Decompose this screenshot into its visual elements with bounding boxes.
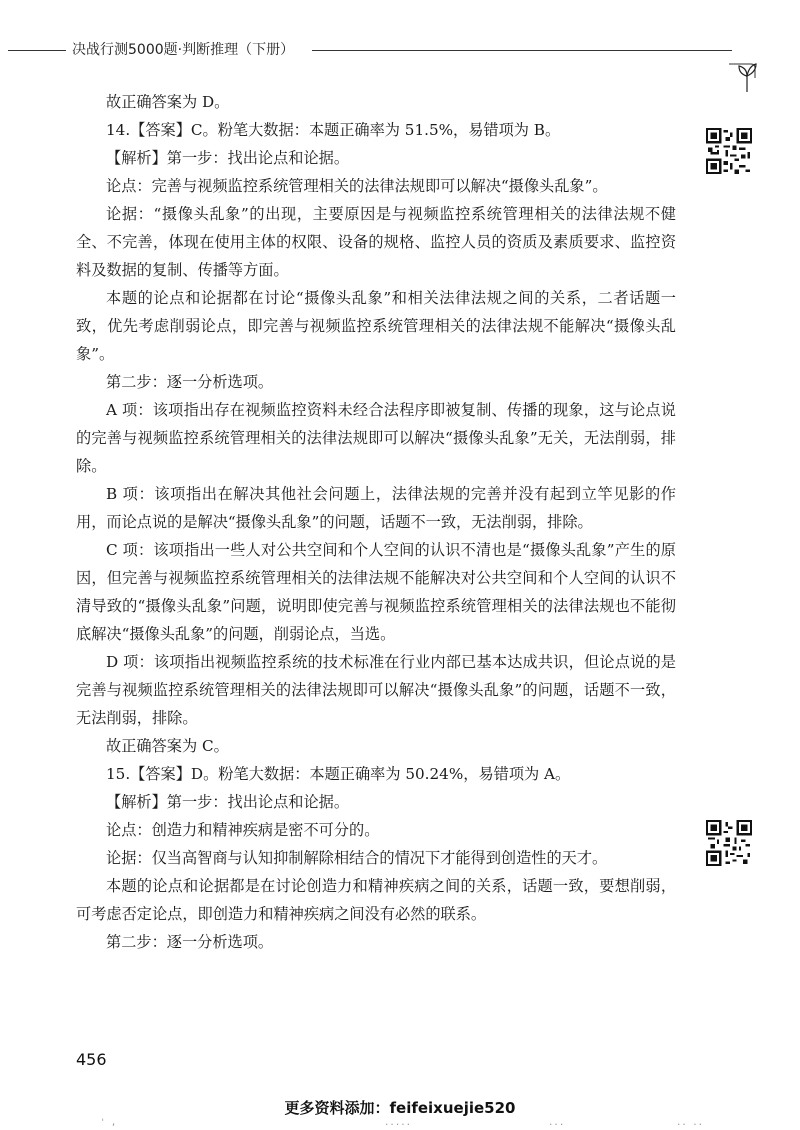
page-number: 456 bbox=[76, 1050, 107, 1069]
scan-artifact: ' , bbox=[100, 1118, 117, 1128]
paragraph: 本题的论点和论据都是在讨论创造力和精神疾病之间的关系，话题一致，要想削弱，可考虑否定论点，即创造力和精神疾病之间没有必然的联系。 bbox=[76, 877, 676, 923]
running-title: 决战行测5000题·判断推理（下册） bbox=[72, 42, 295, 58]
paragraph: 14.【答案】C。粉笔大数据：本题正确率为 51.5%，易错项为 B。 bbox=[106, 121, 561, 139]
paragraph: 第二步：逐一分析选项。 bbox=[106, 933, 274, 951]
paragraph: D 项：该项指出视频监控系统的技术标准在行业内部已基本达成共识，但论点说的是完善与视频监控系统管理相关的法律法规即可以解决“摄像头乱象”的问题，话题不一致，无法削弱，排除。 bbox=[76, 653, 676, 727]
paragraph: A 项：该项指出存在视频监控资料未经合法程序即被复制、传播的现象，这与论点说的完善与视频监控系统管理相关的法律法规即可以解决“摄像头乱象”无关，无法削弱，排除。 bbox=[76, 401, 676, 475]
qr-code-icon[interactable] bbox=[706, 128, 752, 174]
paragraph: 15.【答案】D。粉笔大数据：本题正确率为 50.24%，易错项为 A。 bbox=[106, 765, 571, 783]
paragraph: 论点：完善与视频监控系统管理相关的法律法规即可以解决“摄像头乱象”。 bbox=[106, 177, 608, 195]
paragraph: 故正确答案为 D。 bbox=[106, 93, 230, 111]
header-rule-right bbox=[312, 50, 732, 51]
scan-artifact: ... bbox=[548, 1118, 565, 1128]
sprout-icon bbox=[727, 60, 757, 94]
answer-explanations bbox=[76, 88, 676, 956]
paragraph: 论据：“摄像头乱象”的出现，主要原因是与视频监控系统管理相关的法律法规不健全、不完善，体现在使用主体的权限、设备的规格、监控人员的资质及素质要求、监控资料及数据的复制、传播等方面。 bbox=[76, 205, 676, 279]
paragraph: 故正确答案为 C。 bbox=[106, 737, 229, 755]
page-header bbox=[0, 38, 800, 62]
footer-contact-note: 更多资料添加：feifeixuejie520 bbox=[284, 1099, 516, 1117]
paragraph: 论据：仅当高智商与认知抑制解除相结合的情况下才能得到创造性的天才。 bbox=[106, 849, 608, 867]
paragraph: B 项：该项指出在解决其他社会问题上，法律法规的完善并没有起到立竿见影的作用，而论点说的是解决“摄像头乱象”的问题，话题不一致，无法削弱，排除。 bbox=[76, 485, 676, 531]
qr-code-icon[interactable] bbox=[706, 820, 752, 866]
scan-artifact: ..... bbox=[384, 1118, 412, 1128]
paragraph: C 项：该项指出一些人对公共空间和个人空间的认识不清也是“摄像头乱象”产生的原因，但完善与视频监控系统管理相关的法律法规不能解决对公共空间和个人空间的认识不清导致的“摄像头乱象”问题，说明即使完善与视频监控系统管理相关的法律法规也不能彻底解决“摄像头乱象”的问题，削弱论点，当选。 bbox=[76, 541, 676, 643]
paragraph: 【解析】第一步：找出论点和论据。 bbox=[106, 793, 349, 811]
paragraph: 第二步：逐一分析选项。 bbox=[106, 373, 274, 391]
paragraph: 本题的论点和论据都在讨论“摄像头乱象”和相关法律法规之间的关系，二者话题一致，优先考虑削弱论点，即完善与视频监控系统管理相关的法律法规不能解决“摄像头乱象”。 bbox=[76, 289, 676, 363]
scan-artifact: .. .. bbox=[676, 1118, 704, 1128]
paragraph: 【解析】第一步：找出论点和论据。 bbox=[106, 149, 349, 167]
paragraph: 论点：创造力和精神疾病是密不可分的。 bbox=[106, 821, 380, 839]
header-rule-left bbox=[8, 50, 66, 51]
